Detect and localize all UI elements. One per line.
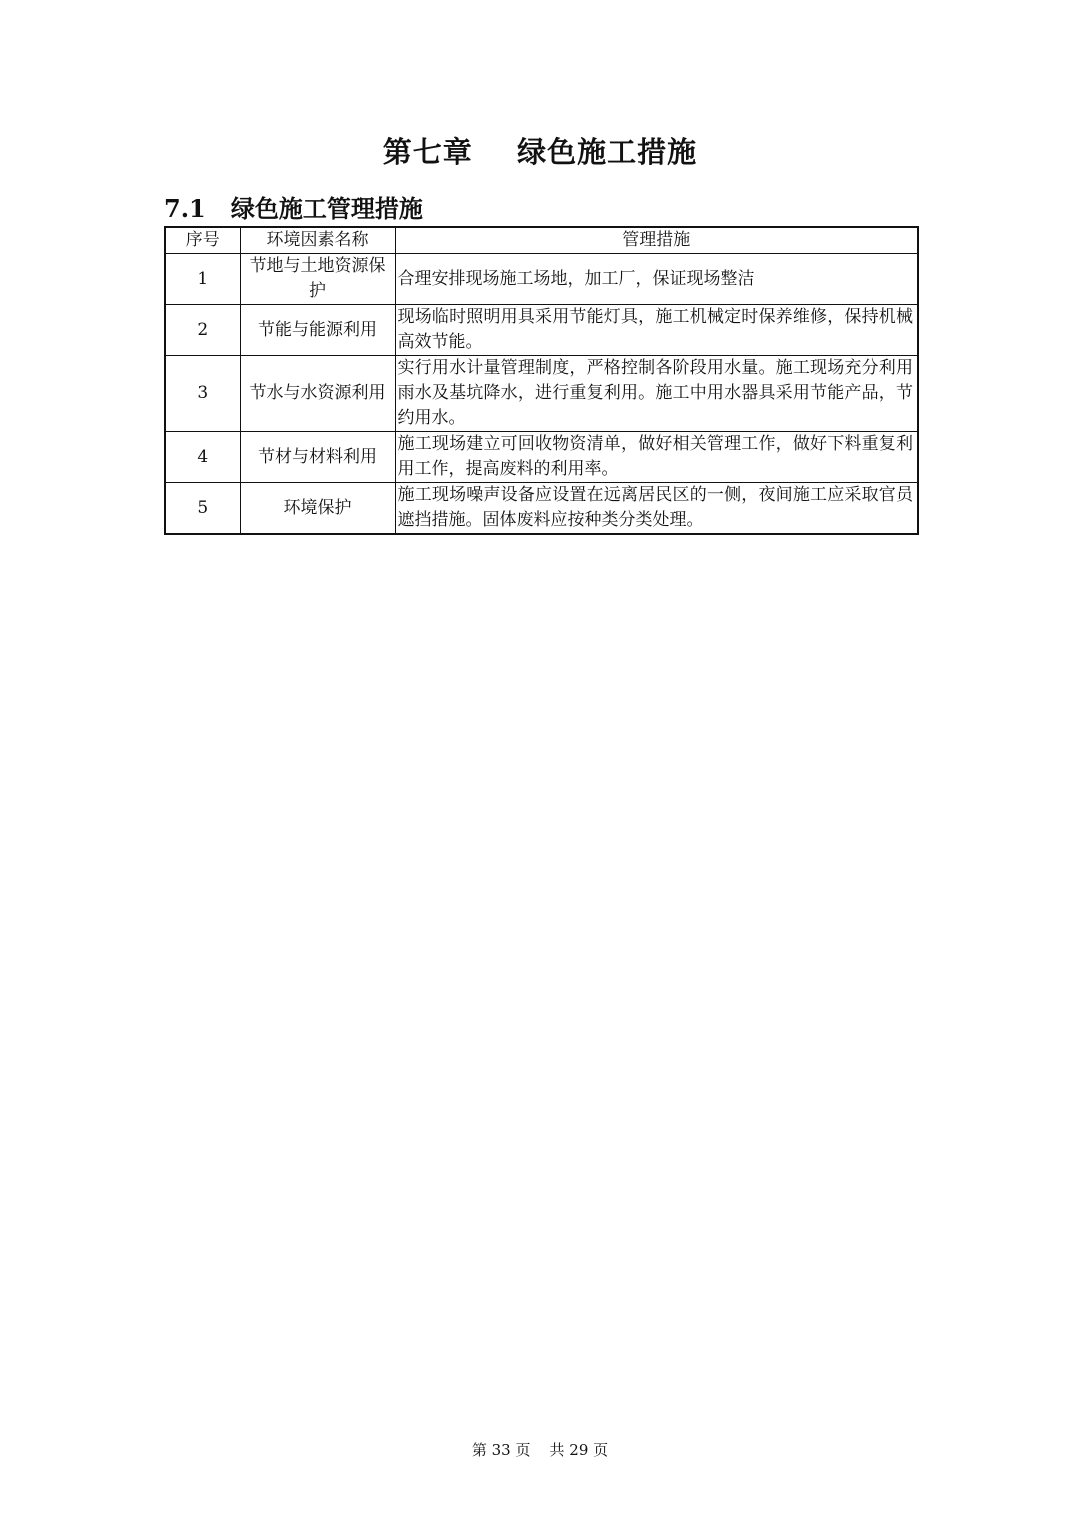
section-title: 7.1 绿色施工管理措施 <box>164 194 423 223</box>
row-serial-number: 5 <box>165 483 240 535</box>
table-row <box>165 305 918 356</box>
row-environmental-factor: 节材与材料利用 <box>240 432 395 483</box>
green-construction-measures-table <box>164 226 919 535</box>
row-serial-number: 3 <box>165 356 240 432</box>
row-management-measures: 施工现场噪声设备应设置在远离居民区的一侧，夜间施工应采取官员遮挡措施。固体废料应按种类分类处理。 <box>395 483 918 535</box>
table-row <box>165 483 918 535</box>
row-management-measures: 合理安排现场施工场地，加工厂，保证现场整洁 <box>395 254 918 305</box>
row-environmental-factor: 节能与能源利用 <box>240 305 395 356</box>
row-serial-number: 2 <box>165 305 240 356</box>
table-header-row <box>165 227 918 254</box>
row-environmental-factor: 环境保护 <box>240 483 395 535</box>
row-environmental-factor: 节地与土地资源保护 <box>240 254 395 305</box>
table-row <box>165 254 918 305</box>
row-environmental-factor: 节水与水资源利用 <box>240 356 395 432</box>
page-footer: 第 33 页 共 29 页 <box>471 1441 609 1459</box>
chapter-title: 第七章 绿色施工措施 <box>382 135 698 169</box>
row-serial-number: 1 <box>165 254 240 305</box>
row-serial-number: 4 <box>165 432 240 483</box>
row-management-measures: 现场临时照明用具采用节能灯具，施工机械定时保养维修，保持机械高效节能。 <box>395 305 918 356</box>
header-management-measures: 管理措施 <box>395 227 918 254</box>
header-serial-number: 序号 <box>165 227 240 254</box>
row-management-measures: 实行用水计量管理制度，严格控制各阶段用水量。施工现场充分利用雨水及基坑降水，进行重复利用。施工中用水器具采用节能产品，节约用水。 <box>395 356 918 432</box>
table-row <box>165 432 918 483</box>
row-management-measures: 施工现场建立可回收物资清单，做好相关管理工作，做好下料重复利用工作，提高废料的利用率。 <box>395 432 918 483</box>
header-environmental-factor: 环境因素名称 <box>240 227 395 254</box>
table-row <box>165 356 918 432</box>
